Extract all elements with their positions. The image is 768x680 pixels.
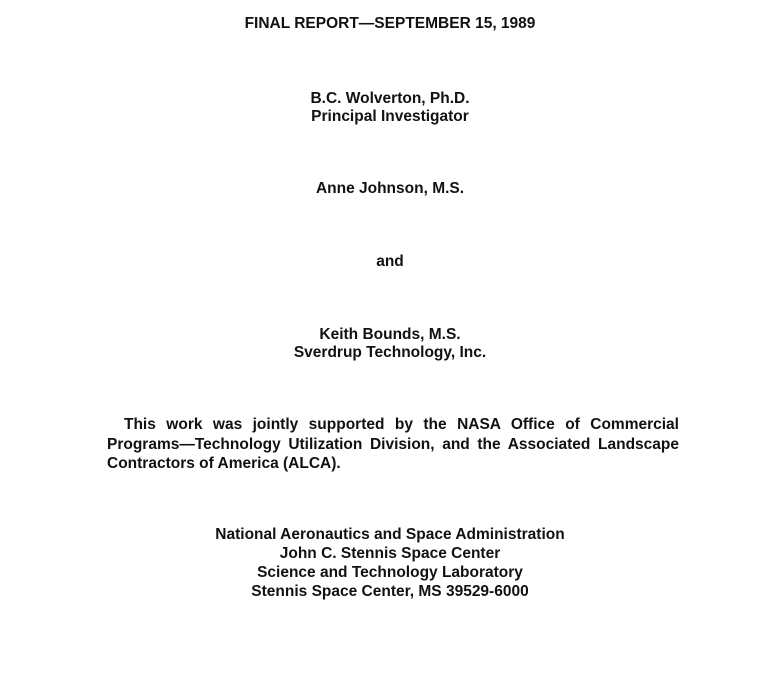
agency-name: National Aeronautics and Space Administration <box>215 526 565 543</box>
laboratory-name: Science and Technology Laboratory <box>257 564 523 581</box>
report-title: FINAL REPORT—SEPTEMBER 15, 1989 <box>244 15 536 32</box>
support-statement-line-3: Contractors of America (ALCA). <box>107 455 341 472</box>
coauthor-affiliation: Sverdrup Technology, Inc. <box>293 344 487 361</box>
coauthor-name-2: Keith Bounds, M.S. <box>319 326 461 343</box>
address: Stennis Space Center, MS 39529-6000 <box>251 583 529 600</box>
coauthor-name: Anne Johnson, M.S. <box>315 180 465 197</box>
support-statement <box>107 415 679 474</box>
principal-investigator-name: B.C. Wolverton, Ph.D. <box>310 90 470 107</box>
principal-investigator-role: Principal Investigator <box>311 108 469 125</box>
conjunction: and <box>376 253 404 270</box>
support-statement-line-1: This work was jointly supported by the NASA Office of Commercial <box>124 416 679 433</box>
space-center-name: John C. Stennis Space Center <box>279 545 501 562</box>
support-statement-line-2: Programs—Technology Utilization Division, and the Associated Landscape <box>107 435 679 453</box>
